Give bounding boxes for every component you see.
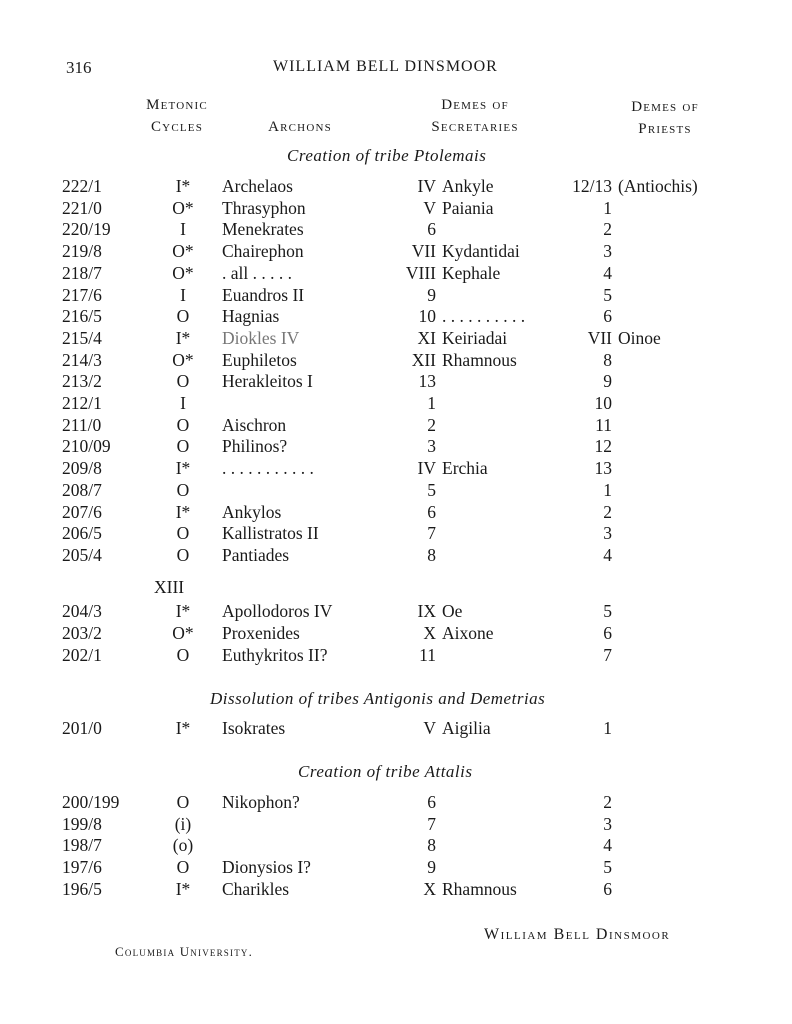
table-row: [0, 393, 792, 415]
priest-tribe-number-cell: 4: [603, 262, 612, 283]
metonic-cycle-cell: I*: [175, 601, 191, 621]
column-header-line: Cycles: [150, 119, 204, 135]
column-header-line: Demes of: [631, 99, 699, 115]
author-signature: William Bell Dinsmoor: [484, 926, 671, 943]
archon-cell: Aischron: [222, 414, 287, 435]
year-cell: 210/09: [62, 436, 111, 457]
metonic-cycle-cell: I*: [175, 878, 191, 899]
year-cell: 220/19: [62, 219, 111, 240]
table-row: [0, 350, 792, 372]
secretary-tribe-number-cell: IX: [417, 601, 436, 621]
metonic-cycle-cell: O: [176, 414, 190, 435]
metonic-cycle-cell: O: [176, 523, 190, 544]
secretary-deme-cell: Aixone: [442, 623, 494, 643]
archon-cell: Hagnias: [222, 306, 280, 327]
priest-deme-cell: (Antiochis): [618, 176, 698, 196]
metonic-cycle-cell: I*: [175, 176, 191, 196]
secretary-tribe-number-cell: 7: [427, 813, 436, 834]
metonic-cycle-cell: O: [176, 857, 190, 878]
section-title-attalis: Creation of tribe Attalis: [298, 762, 473, 781]
page-number: 316: [66, 58, 92, 77]
secretary-tribe-number-cell: 8: [427, 544, 436, 565]
archon-cell: Menekrates: [222, 219, 304, 240]
secretary-tribe-number-cell: IV: [417, 176, 436, 196]
metonic-cycle-cell: O*: [172, 241, 194, 262]
table-row: [0, 502, 792, 524]
priest-tribe-number-cell: 4: [603, 544, 612, 565]
priest-tribe-number-cell: 1: [603, 718, 612, 738]
table-row: [0, 601, 792, 623]
archon-cell: . all . . . . .: [222, 262, 292, 283]
metonic-cycle-cell: O: [176, 479, 190, 500]
secretary-tribe-number-cell: 7: [427, 523, 436, 544]
metonic-cycle-cell: (o): [172, 835, 194, 856]
table-row: [0, 879, 792, 901]
priest-tribe-number-cell: 2: [603, 792, 612, 812]
secretary-tribe-number-cell: 5: [427, 479, 436, 500]
year-cell: 209/8: [62, 458, 102, 479]
metonic-cycle-cell: O*: [172, 262, 194, 283]
secretary-tribe-number-cell: XII: [411, 349, 436, 370]
priest-tribe-number-cell: 11: [595, 414, 612, 435]
year-cell: 203/2: [62, 623, 102, 643]
table-row: [0, 176, 792, 198]
year-cell: 196/5: [62, 878, 102, 899]
archon-cell: Archelaos: [222, 176, 293, 196]
metonic-cycle-cell: I: [180, 219, 186, 240]
metonic-cycle-cell: I: [180, 393, 186, 413]
archon-cell: Apollodoros IV: [222, 601, 333, 621]
secretary-tribe-number-cell: 8: [427, 835, 436, 856]
year-cell: 198/7: [62, 835, 102, 856]
secretary-deme-cell: Kydantidai: [442, 241, 520, 262]
secretary-deme-cell: Ankyle: [442, 176, 494, 196]
table-row: [0, 857, 792, 879]
metonic-cycle-cell: I*: [175, 718, 191, 738]
secretary-deme-cell: Aigilia: [442, 718, 491, 738]
secretary-deme-cell: Paiania: [442, 197, 494, 218]
secretary-tribe-number-cell: V: [423, 197, 436, 218]
column-header-line: Metonic: [146, 97, 208, 113]
metonic-cycle-cell: O: [176, 645, 190, 665]
archon-cell: Proxenides: [222, 623, 300, 643]
priest-tribe-number-cell: 2: [603, 219, 612, 240]
secretary-tribe-number-cell: 9: [427, 857, 436, 878]
secretary-tribe-number-cell: X: [423, 878, 436, 899]
archon-cell: Euandros II: [222, 284, 305, 305]
section-title-dissolution: Dissolution of tribes Antigonis and Demetrias: [210, 689, 546, 708]
secretary-deme-cell: Kephale: [442, 262, 501, 283]
secretary-tribe-number-cell: 2: [427, 414, 436, 435]
year-cell: 216/5: [62, 306, 102, 327]
secretary-tribe-number-cell: VII: [411, 241, 436, 262]
table-row: [0, 792, 792, 814]
priest-deme-cell: Oinoe: [618, 327, 661, 348]
secretary-tribe-number-cell: 6: [427, 792, 436, 812]
secretary-deme-cell: . . . . . . . . . .: [442, 306, 526, 327]
archon-cell: Kallistratos II: [222, 523, 319, 544]
column-header-secretaries: [410, 94, 540, 138]
year-cell: 217/6: [62, 284, 102, 305]
table-row: [0, 645, 792, 667]
secretary-tribe-number-cell: XI: [417, 327, 436, 348]
secretary-deme-cell: Erchia: [442, 458, 488, 479]
year-cell: 202/1: [62, 645, 102, 665]
metonic-cycle-cell: O: [176, 792, 190, 812]
running-head: WILLIAM BELL DINSMOOR: [273, 58, 498, 75]
year-cell: 205/4: [62, 544, 102, 565]
priest-tribe-number-cell: 5: [603, 601, 612, 621]
archon-cell: Ankylos: [222, 501, 282, 522]
archon-cell: Diokles IV: [222, 327, 300, 348]
archon-cell: Charikles: [222, 878, 290, 899]
table-row: [0, 545, 792, 567]
year-cell: 204/3: [62, 601, 102, 621]
archon-cell: Euphiletos: [222, 349, 297, 370]
year-cell: 221/0: [62, 197, 102, 218]
secretary-tribe-number-cell: VIII: [405, 262, 436, 283]
year-cell: 199/8: [62, 813, 102, 834]
priest-tribe-number-cell: 6: [603, 623, 612, 643]
column-header-priests: [606, 96, 724, 140]
year-cell: 222/1: [62, 176, 102, 196]
priest-tribe-number-cell: 1: [603, 479, 612, 500]
priest-tribe-number-cell: 5: [603, 857, 612, 878]
author-affiliation: Columbia University.: [115, 944, 254, 959]
metonic-cycle-cell: O*: [172, 623, 194, 643]
archon-cell: Euthykritos II?: [222, 645, 328, 665]
priest-tribe-number-cell: 6: [603, 878, 612, 899]
priest-tribe-number-cell: 1: [603, 197, 612, 218]
metonic-cycle-cell: (i): [174, 813, 192, 834]
metonic-cycle-cell: O*: [172, 197, 194, 218]
priest-tribe-number-cell: 9: [603, 371, 612, 392]
section-title-ptolemais: Creation of tribe Ptolemais: [287, 146, 487, 165]
year-cell: 218/7: [62, 262, 102, 283]
table-row: [0, 328, 792, 350]
table-row: [0, 523, 792, 545]
table-row: [0, 263, 792, 285]
metonic-cycle-cell: O: [176, 371, 190, 392]
table-row: [0, 241, 792, 263]
year-cell: 206/5: [62, 523, 102, 544]
year-cell: 212/1: [62, 393, 102, 413]
secretary-tribe-number-cell: 6: [427, 219, 436, 240]
secretary-deme-cell: Rhamnous: [442, 878, 517, 899]
metonic-cycle-cell: I*: [175, 458, 191, 479]
secretary-tribe-number-cell: 3: [427, 436, 436, 457]
priest-tribe-number-cell: 12/13: [572, 176, 612, 196]
secretary-tribe-number-cell: 9: [427, 284, 436, 305]
secretary-tribe-number-cell: 1: [427, 393, 436, 413]
column-header-line: Priests: [638, 121, 692, 137]
secretary-tribe-number-cell: 6: [427, 501, 436, 522]
table-row: [0, 285, 792, 307]
secretary-tribe-number-cell: IV: [417, 458, 436, 479]
archon-cell: . . . . . . . . . . .: [222, 458, 314, 479]
archon-cell: Philinos?: [222, 436, 288, 457]
secretary-tribe-number-cell: 10: [418, 306, 436, 327]
archon-cell: Chairephon: [222, 241, 304, 262]
year-cell: 200/199: [62, 792, 120, 812]
metonic-cycle-cell: I*: [175, 327, 191, 348]
priest-tribe-number-cell: 5: [603, 284, 612, 305]
priest-tribe-number-cell: 12: [594, 436, 612, 457]
metonic-cycle-cell: O: [176, 436, 190, 457]
table-row: [0, 623, 792, 645]
archon-cell: Thrasyphon: [222, 197, 306, 218]
priest-tribe-number-cell: 3: [603, 813, 612, 834]
priest-tribe-number-cell: 7: [603, 645, 612, 665]
year-cell: 215/4: [62, 327, 102, 348]
table-row: [0, 458, 792, 480]
cycle-marker: XIII: [154, 577, 185, 597]
archon-cell: Herakleitos I: [222, 371, 313, 392]
year-cell: 214/3: [62, 349, 102, 370]
year-cell: 219/8: [62, 241, 102, 262]
priest-tribe-number-cell: 2: [603, 501, 612, 522]
year-cell: 208/7: [62, 479, 102, 500]
secretary-deme-cell: Keiriadai: [442, 327, 508, 348]
secretary-tribe-number-cell: X: [423, 623, 436, 643]
metonic-cycle-cell: O*: [172, 349, 194, 370]
year-cell: 197/6: [62, 857, 102, 878]
column-header-line: Demes of: [441, 97, 509, 113]
metonic-cycle-cell: O: [176, 306, 190, 327]
table-row: [0, 480, 792, 502]
table-row: [0, 814, 792, 836]
priest-tribe-number-cell: VII: [587, 327, 612, 348]
metonic-cycle-cell: I: [180, 284, 186, 305]
priest-tribe-number-cell: 3: [603, 523, 612, 544]
table-row: [0, 306, 792, 328]
priest-tribe-number-cell: 8: [603, 349, 612, 370]
archon-cell: Isokrates: [222, 718, 286, 738]
table-row: [0, 219, 792, 241]
priest-tribe-number-cell: 3: [603, 241, 612, 262]
metonic-cycle-cell: I*: [175, 501, 191, 522]
table-row: [0, 198, 792, 220]
priest-tribe-number-cell: 13: [594, 458, 612, 479]
archon-cell: Pantiades: [222, 544, 290, 565]
column-header-line: Secretaries: [431, 119, 519, 135]
priest-tribe-number-cell: 6: [603, 306, 612, 327]
table-row: [0, 371, 792, 393]
secretary-tribe-number-cell: 11: [419, 645, 436, 665]
secretary-tribe-number-cell: V: [423, 718, 436, 738]
priest-tribe-number-cell: 4: [603, 835, 612, 856]
archon-cell: Dionysios I?: [222, 857, 311, 878]
column-header-archons: Archons: [268, 119, 332, 135]
secretary-deme-cell: Rhamnous: [442, 349, 517, 370]
secretary-deme-cell: Oe: [442, 601, 463, 621]
year-cell: 201/0: [62, 718, 102, 738]
table-row: [0, 436, 792, 458]
secretary-tribe-number-cell: 13: [418, 371, 436, 392]
metonic-cycle-cell: O: [176, 544, 190, 565]
table-row: [0, 415, 792, 437]
column-header-metonic-cycles: [128, 94, 226, 138]
year-cell: 207/6: [62, 501, 102, 522]
table-row: [0, 718, 792, 740]
archon-cell: Nikophon?: [222, 792, 300, 812]
year-cell: 211/0: [62, 414, 102, 435]
table-row: [0, 835, 792, 857]
year-cell: 213/2: [62, 371, 102, 392]
priest-tribe-number-cell: 10: [594, 393, 612, 413]
